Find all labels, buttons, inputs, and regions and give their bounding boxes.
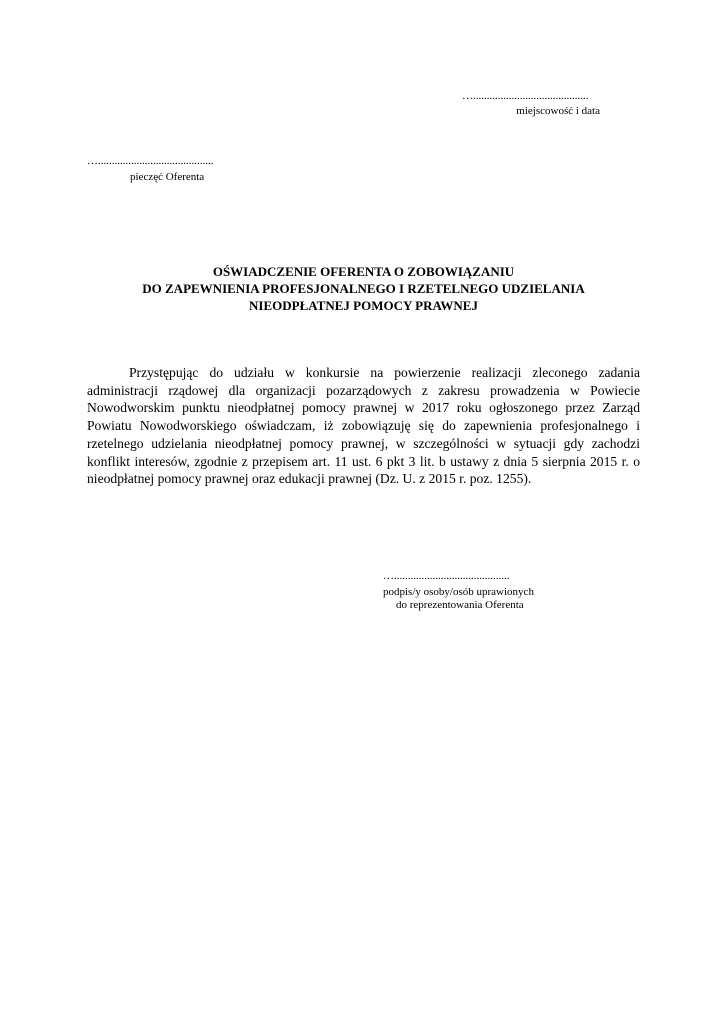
statement-paragraph: Przystępując do udziału w konkursie na powierzenie realizacji zleconego zadania administracji rządowej dla organizacji pozarządowych z zakresu prowadzenia w Powiecie Nowodworskim punktu nieodpłatnej pomocy prawnej w 2017 roku ogłoszonego przez Zarząd Powiatu Nowodworskiego oświadczam, iż zobowiązuję się do zapewnienia profesjonalnego i rzetelnego udzielania nieodpłatnej pomocy prawnej, w szczególności w sytuacji gdy zachodzi konflikt interesów, zgodnie z przepisem art. 11 ust. 6 pkt 3 lit. b ustawy z dnia 5 sierpnia 2015 r. o nieodpłatnej pomocy prawnej oraz edukacji prawnej (Dz. U. z 2015 r. poz. 1255). bbox=[87, 365, 640, 487]
stamp-field bbox=[87, 155, 267, 184]
title-line-3: NIEODPŁATNEJ POMOCY PRAWNEJ bbox=[249, 298, 478, 313]
place-date-dotted-line: ….......................................... bbox=[462, 90, 589, 102]
place-date-label: miejscowość i data bbox=[516, 105, 600, 117]
signature-label-line-2: do reprezentowania Oferenta bbox=[396, 599, 524, 611]
title-line-2: DO ZAPEWNIENIA PROFESJONALNEGO I RZETELNEGO UDZIELANIA bbox=[142, 281, 585, 296]
document-title bbox=[87, 263, 640, 314]
stamp-dotted-line: ….......................................... bbox=[87, 155, 214, 167]
title-line-1: OŚWIADCZENIE OFERENTA O ZOBOWIĄZANIU bbox=[212, 264, 515, 279]
signature-dotted-line: ….......................................... bbox=[383, 570, 510, 582]
signature-label-line-1: podpis/y osoby/osób uprawionych bbox=[383, 586, 534, 598]
place-date-field bbox=[462, 90, 642, 118]
signature-field bbox=[383, 570, 563, 612]
stamp-label: pieczęć Oferenta bbox=[130, 171, 205, 183]
